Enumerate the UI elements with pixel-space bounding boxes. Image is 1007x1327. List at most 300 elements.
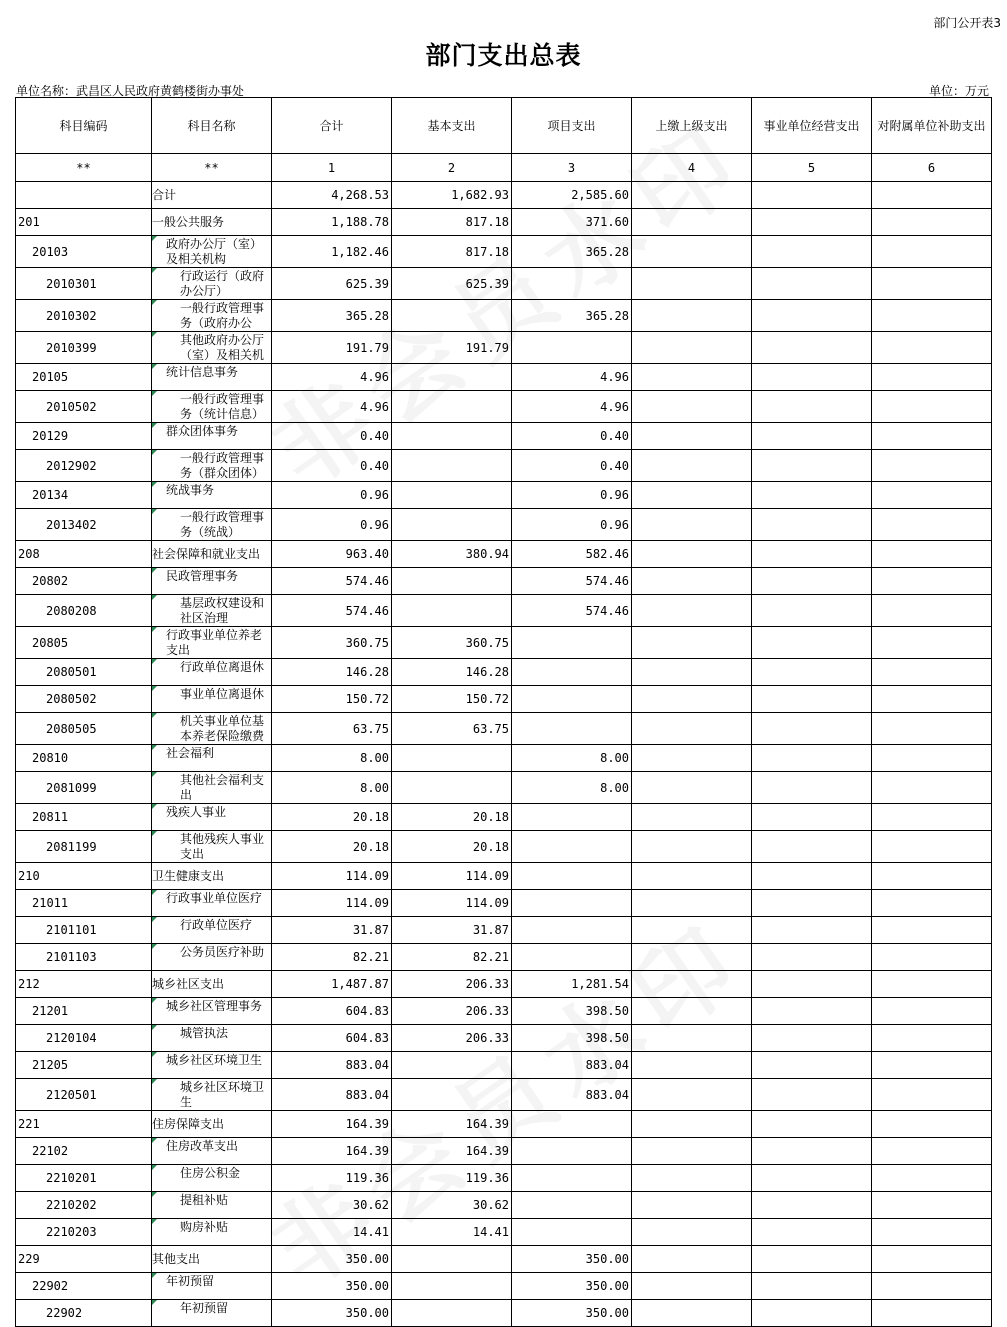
- row-name: 城乡社区环境卫生: [152, 1052, 272, 1079]
- index-cell: 2: [392, 154, 512, 182]
- row-upper: [632, 332, 752, 364]
- table-row: [16, 917, 992, 944]
- table-row: [16, 391, 992, 423]
- row-business: [752, 182, 872, 209]
- row-total: 119.36: [272, 1165, 392, 1192]
- row-basic: 20.18: [392, 804, 512, 831]
- row-upper: [632, 772, 752, 804]
- row-subsidy: [872, 627, 992, 659]
- row-name: 公务员医疗补助: [152, 944, 272, 971]
- row-project: 371.60: [512, 209, 632, 236]
- header-row: [16, 98, 992, 154]
- row-project: 2,585.60: [512, 182, 632, 209]
- row-name: 基层政权建设和社区治理: [152, 595, 272, 627]
- row-subsidy: [872, 332, 992, 364]
- row-total: 0.40: [272, 450, 392, 482]
- header-business: 事业单位经营支出: [752, 98, 872, 154]
- table-row: [16, 1025, 992, 1052]
- table-row: [16, 364, 992, 391]
- row-code: 2101103: [16, 944, 152, 971]
- row-name: 购房补贴: [152, 1219, 272, 1246]
- row-name: 统战事务: [152, 482, 272, 509]
- row-project: 365.28: [512, 300, 632, 332]
- row-upper: [632, 1300, 752, 1327]
- header-total: 合计: [272, 98, 392, 154]
- row-total: 1,182.46: [272, 236, 392, 268]
- row-project: [512, 944, 632, 971]
- row-total: 164.39: [272, 1111, 392, 1138]
- row-basic: 206.33: [392, 998, 512, 1025]
- row-name: 城乡社区支出: [152, 971, 272, 998]
- row-basic: 380.94: [392, 541, 512, 568]
- row-upper: [632, 1273, 752, 1300]
- row-total: 20.18: [272, 804, 392, 831]
- table-row: [16, 971, 992, 998]
- row-upper: [632, 890, 752, 917]
- row-basic: [392, 1273, 512, 1300]
- row-total: 191.79: [272, 332, 392, 364]
- row-project: 0.40: [512, 423, 632, 450]
- index-cell: **: [152, 154, 272, 182]
- row-upper: [632, 209, 752, 236]
- row-total: 604.83: [272, 998, 392, 1025]
- row-basic: 146.28: [392, 659, 512, 686]
- row-name: 住房公积金: [152, 1165, 272, 1192]
- row-name: 其他政府办公厅（室）及相关机: [152, 332, 272, 364]
- row-total: 604.83: [272, 1025, 392, 1052]
- row-upper: [632, 595, 752, 627]
- table-row: [16, 1246, 992, 1273]
- row-project: 574.46: [512, 595, 632, 627]
- row-code: 2013402: [16, 509, 152, 541]
- row-subsidy: [872, 1079, 992, 1111]
- row-total: 150.72: [272, 686, 392, 713]
- row-total: 1,487.87: [272, 971, 392, 998]
- row-project: 350.00: [512, 1300, 632, 1327]
- row-business: [752, 364, 872, 391]
- row-subsidy: [872, 863, 992, 890]
- row-business: [752, 1111, 872, 1138]
- row-basic: [392, 482, 512, 509]
- row-total: 30.62: [272, 1192, 392, 1219]
- row-subsidy: [872, 391, 992, 423]
- row-code: 229: [16, 1246, 152, 1273]
- row-subsidy: [872, 541, 992, 568]
- row-code: 20134: [16, 482, 152, 509]
- row-total: 0.96: [272, 509, 392, 541]
- row-project: [512, 890, 632, 917]
- row-code: 210: [16, 863, 152, 890]
- row-basic: 206.33: [392, 971, 512, 998]
- table-row: [16, 482, 992, 509]
- row-code: 208: [16, 541, 152, 568]
- row-subsidy: [872, 890, 992, 917]
- row-basic: [392, 450, 512, 482]
- row-code: 2210201: [16, 1165, 152, 1192]
- row-name: 城管执法: [152, 1025, 272, 1052]
- row-code: 2010502: [16, 391, 152, 423]
- row-basic: 119.36: [392, 1165, 512, 1192]
- row-name: 住房改革支出: [152, 1138, 272, 1165]
- row-business: [752, 1025, 872, 1052]
- index-cell: 5: [752, 154, 872, 182]
- row-name: 合计: [152, 182, 272, 209]
- row-upper: [632, 482, 752, 509]
- row-name: 社会福利: [152, 745, 272, 772]
- row-code: 21205: [16, 1052, 152, 1079]
- row-subsidy: [872, 686, 992, 713]
- row-name: 提租补贴: [152, 1192, 272, 1219]
- table-row: [16, 268, 992, 300]
- index-cell: 6: [872, 154, 992, 182]
- row-subsidy: [872, 804, 992, 831]
- row-name: 年初预留: [152, 1300, 272, 1327]
- row-upper: [632, 831, 752, 863]
- row-subsidy: [872, 268, 992, 300]
- row-total: 883.04: [272, 1052, 392, 1079]
- row-basic: 1,682.93: [392, 182, 512, 209]
- row-code: 20805: [16, 627, 152, 659]
- table-row: [16, 182, 992, 209]
- row-total: 4.96: [272, 391, 392, 423]
- row-name: 统计信息事务: [152, 364, 272, 391]
- row-total: 82.21: [272, 944, 392, 971]
- row-basic: 114.09: [392, 890, 512, 917]
- row-business: [752, 971, 872, 998]
- row-subsidy: [872, 1138, 992, 1165]
- row-name: 事业单位离退休: [152, 686, 272, 713]
- row-code: 20105: [16, 364, 152, 391]
- row-basic: 164.39: [392, 1111, 512, 1138]
- row-basic: 82.21: [392, 944, 512, 971]
- row-total: 574.46: [272, 595, 392, 627]
- row-name: 行政事业单位医疗: [152, 890, 272, 917]
- row-project: [512, 1219, 632, 1246]
- row-name: 住房保障支出: [152, 1111, 272, 1138]
- row-subsidy: [872, 1246, 992, 1273]
- row-project: [512, 268, 632, 300]
- row-project: 350.00: [512, 1273, 632, 1300]
- row-business: [752, 1246, 872, 1273]
- row-name: 城乡社区环境卫生: [152, 1079, 272, 1111]
- row-business: [752, 831, 872, 863]
- row-subsidy: [872, 1165, 992, 1192]
- row-upper: [632, 364, 752, 391]
- row-total: 0.40: [272, 423, 392, 450]
- row-total: 4.96: [272, 364, 392, 391]
- row-subsidy: [872, 1111, 992, 1138]
- row-basic: [392, 568, 512, 595]
- row-project: [512, 804, 632, 831]
- table-row: [16, 686, 992, 713]
- row-upper: [632, 944, 752, 971]
- row-code: 20103: [16, 236, 152, 268]
- row-business: [752, 804, 872, 831]
- row-total: 0.96: [272, 482, 392, 509]
- row-basic: 14.41: [392, 1219, 512, 1246]
- row-project: [512, 1138, 632, 1165]
- row-code: 2010301: [16, 268, 152, 300]
- row-business: [752, 450, 872, 482]
- row-total: 31.87: [272, 917, 392, 944]
- unit-name-label: 单位名称：武昌区人民政府黄鹤楼街办事处: [16, 84, 245, 98]
- row-upper: [632, 917, 752, 944]
- row-code: 20129: [16, 423, 152, 450]
- row-code: 22102: [16, 1138, 152, 1165]
- row-name: 行政事业单位养老支出: [152, 627, 272, 659]
- row-basic: [392, 772, 512, 804]
- row-business: [752, 1138, 872, 1165]
- row-basic: 817.18: [392, 236, 512, 268]
- row-basic: 20.18: [392, 831, 512, 863]
- row-basic: [392, 1300, 512, 1327]
- table-row: [16, 1138, 992, 1165]
- row-code: 20810: [16, 745, 152, 772]
- table-row: [16, 1111, 992, 1138]
- row-name: 社会保障和就业支出: [152, 541, 272, 568]
- row-total: 20.18: [272, 831, 392, 863]
- row-business: [752, 1192, 872, 1219]
- row-code: [16, 182, 152, 209]
- row-code: 2010399: [16, 332, 152, 364]
- row-business: [752, 1300, 872, 1327]
- header-name: 科目名称: [152, 98, 272, 154]
- row-upper: [632, 745, 752, 772]
- row-upper: [632, 300, 752, 332]
- row-name: 群众团体事务: [152, 423, 272, 450]
- row-subsidy: [872, 1052, 992, 1079]
- row-business: [752, 209, 872, 236]
- table-row: [16, 890, 992, 917]
- row-project: [512, 831, 632, 863]
- row-subsidy: [872, 364, 992, 391]
- row-basic: [392, 391, 512, 423]
- row-name: 残疾人事业: [152, 804, 272, 831]
- row-name: 一般行政管理事务（政府办公: [152, 300, 272, 332]
- row-name: 行政单位离退休: [152, 659, 272, 686]
- row-business: [752, 1219, 872, 1246]
- row-project: [512, 659, 632, 686]
- row-code: 22902: [16, 1273, 152, 1300]
- row-upper: [632, 1219, 752, 1246]
- row-upper: [632, 1192, 752, 1219]
- row-upper: [632, 1079, 752, 1111]
- row-total: 963.40: [272, 541, 392, 568]
- row-total: 8.00: [272, 745, 392, 772]
- row-upper: [632, 450, 752, 482]
- row-business: [752, 998, 872, 1025]
- row-code: 21011: [16, 890, 152, 917]
- table-row: [16, 1079, 992, 1111]
- row-business: [752, 745, 872, 772]
- row-basic: [392, 364, 512, 391]
- row-subsidy: [872, 659, 992, 686]
- header-project: 项目支出: [512, 98, 632, 154]
- row-subsidy: [872, 450, 992, 482]
- row-project: 4.96: [512, 364, 632, 391]
- row-code: 2210203: [16, 1219, 152, 1246]
- row-subsidy: [872, 713, 992, 745]
- row-name: 行政单位医疗: [152, 917, 272, 944]
- row-business: [752, 627, 872, 659]
- row-basic: [392, 745, 512, 772]
- row-basic: 150.72: [392, 686, 512, 713]
- row-code: 2010302: [16, 300, 152, 332]
- row-project: 883.04: [512, 1052, 632, 1079]
- row-subsidy: [872, 831, 992, 863]
- row-upper: [632, 541, 752, 568]
- row-subsidy: [872, 944, 992, 971]
- row-total: 360.75: [272, 627, 392, 659]
- row-subsidy: [872, 509, 992, 541]
- row-basic: 206.33: [392, 1025, 512, 1052]
- row-name: 政府办公厅（室）及相关机构: [152, 236, 272, 268]
- index-row: [16, 154, 992, 182]
- row-business: [752, 713, 872, 745]
- row-basic: 625.39: [392, 268, 512, 300]
- row-basic: 817.18: [392, 209, 512, 236]
- row-upper: [632, 1111, 752, 1138]
- row-code: 2210202: [16, 1192, 152, 1219]
- row-code: 212: [16, 971, 152, 998]
- row-subsidy: [872, 1025, 992, 1052]
- row-business: [752, 890, 872, 917]
- row-name: 其他社会福利支出: [152, 772, 272, 804]
- row-upper: [632, 423, 752, 450]
- row-basic: [392, 1246, 512, 1273]
- row-code: 2012902: [16, 450, 152, 482]
- currency-unit-label: 单位：万元: [928, 84, 989, 98]
- row-project: [512, 1165, 632, 1192]
- row-business: [752, 482, 872, 509]
- row-business: [752, 332, 872, 364]
- row-basic: 31.87: [392, 917, 512, 944]
- row-project: 365.28: [512, 236, 632, 268]
- row-upper: [632, 627, 752, 659]
- row-project: [512, 686, 632, 713]
- table-row: [16, 772, 992, 804]
- table-row: [16, 1165, 992, 1192]
- row-upper: [632, 1025, 752, 1052]
- table-row: [16, 804, 992, 831]
- row-total: 365.28: [272, 300, 392, 332]
- row-business: [752, 509, 872, 541]
- table-row: [16, 1273, 992, 1300]
- row-code: 20802: [16, 568, 152, 595]
- row-code: 2101101: [16, 917, 152, 944]
- row-name: 其他残疾人事业支出: [152, 831, 272, 863]
- row-upper: [632, 1138, 752, 1165]
- table-row: [16, 300, 992, 332]
- row-project: 8.00: [512, 772, 632, 804]
- row-project: 8.00: [512, 745, 632, 772]
- page-title: 部门支出总表: [425, 41, 582, 70]
- row-project: [512, 1111, 632, 1138]
- row-code: 201: [16, 209, 152, 236]
- row-total: 146.28: [272, 659, 392, 686]
- table-row: [16, 659, 992, 686]
- row-upper: [632, 713, 752, 745]
- header-basic: 基本支出: [392, 98, 512, 154]
- row-project: 4.96: [512, 391, 632, 423]
- row-total: 625.39: [272, 268, 392, 300]
- row-subsidy: [872, 917, 992, 944]
- row-business: [752, 1165, 872, 1192]
- row-total: 350.00: [272, 1300, 392, 1327]
- table-row: [16, 745, 992, 772]
- row-subsidy: [872, 998, 992, 1025]
- row-basic: 164.39: [392, 1138, 512, 1165]
- table-row: [16, 1300, 992, 1327]
- row-name: 城乡社区管理事务: [152, 998, 272, 1025]
- row-business: [752, 659, 872, 686]
- row-upper: [632, 268, 752, 300]
- row-code: 2120104: [16, 1025, 152, 1052]
- row-project: [512, 627, 632, 659]
- row-project: [512, 332, 632, 364]
- row-code: 2080502: [16, 686, 152, 713]
- row-project: 398.50: [512, 998, 632, 1025]
- row-business: [752, 300, 872, 332]
- row-business: [752, 568, 872, 595]
- row-project: 0.40: [512, 450, 632, 482]
- row-upper: [632, 1246, 752, 1273]
- row-basic: [392, 1052, 512, 1079]
- row-subsidy: [872, 1192, 992, 1219]
- row-subsidy: [872, 423, 992, 450]
- table-row: [16, 1192, 992, 1219]
- row-upper: [632, 568, 752, 595]
- row-project: 398.50: [512, 1025, 632, 1052]
- table-row: [16, 509, 992, 541]
- row-business: [752, 686, 872, 713]
- row-basic: [392, 595, 512, 627]
- row-business: [752, 595, 872, 627]
- row-total: 1,188.78: [272, 209, 392, 236]
- row-name: 年初预留: [152, 1273, 272, 1300]
- row-subsidy: [872, 1273, 992, 1300]
- row-business: [752, 1079, 872, 1111]
- table-row: [16, 423, 992, 450]
- row-business: [752, 863, 872, 890]
- index-cell: 4: [632, 154, 752, 182]
- row-name: 一般行政管理事务（统计信息）: [152, 391, 272, 423]
- table-row: [16, 332, 992, 364]
- table-row: [16, 595, 992, 627]
- table-row: [16, 1219, 992, 1246]
- row-code: 20811: [16, 804, 152, 831]
- row-subsidy: [872, 1219, 992, 1246]
- row-subsidy: [872, 209, 992, 236]
- row-subsidy: [872, 300, 992, 332]
- row-name: 卫生健康支出: [152, 863, 272, 890]
- row-subsidy: [872, 236, 992, 268]
- row-subsidy: [872, 1300, 992, 1327]
- row-total: 164.39: [272, 1138, 392, 1165]
- form-number: 部门公开表3: [933, 16, 1001, 30]
- index-cell: 1: [272, 154, 392, 182]
- table-row: [16, 944, 992, 971]
- row-business: [752, 423, 872, 450]
- row-total: 114.09: [272, 890, 392, 917]
- row-total: 574.46: [272, 568, 392, 595]
- row-total: 114.09: [272, 863, 392, 890]
- row-total: 14.41: [272, 1219, 392, 1246]
- row-business: [752, 391, 872, 423]
- row-business: [752, 917, 872, 944]
- row-project: [512, 1192, 632, 1219]
- row-upper: [632, 971, 752, 998]
